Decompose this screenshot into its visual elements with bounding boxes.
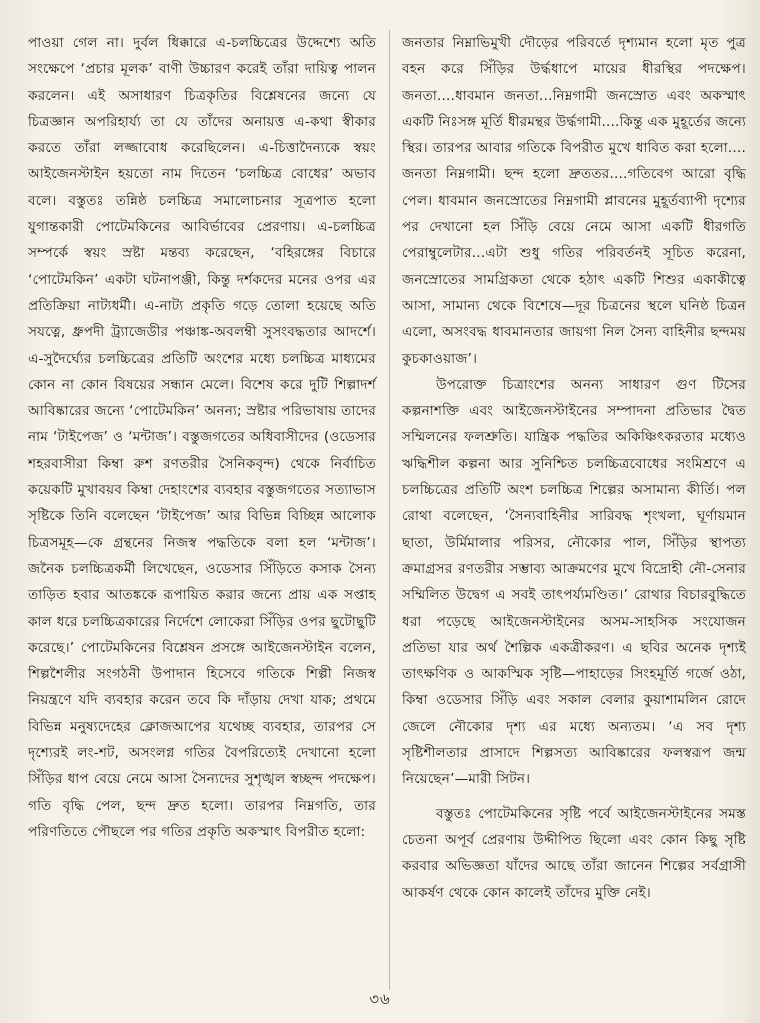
left-column: [28, 30, 376, 845]
column-divider: [389, 30, 390, 990]
right-paragraph-2: উপরোক্ত চিত্রাংশের অনন্য সাধারণ গুণ টিসের কল্পনাশক্তি এবং আইজেনস্টাইনের সম্পাদনা প্রতিভার দ্বৈত সম্মিলনের ফলশ্রুতি। যান্ত্রিক পদ্ধতির অকিঞ্চিৎকরতার মধ্যেও ঋদ্ধিশীল কল্পনা আর সুনিশ্চিত চলচ্চিত্রবোধের সংমিশ্রণে এ চলচ্চিত্রের প্রতিটি অংশ চলচ্চিত্র শিল্পের অসামান্য কীর্তি। পল রোথা বলেছেন, ‘সৈন্যবাহিনীর সারিবদ্ধ শৃংখলা, ঘূর্ণায়মান ছাতা, উর্মিমালার পরিসর, নৌকোর পাল, সিঁড়ির স্থাপত্য ক্রমাগ্রসর রণতরীর সম্ভাব্য আক্রমণের মুখে বিদ্রোহী নৌ-সেনার সম্মিলিত উদ্বেগ এ সবই তাৎপর্য্যমণ্ডিত।’ রোথার বিচারবুদ্ধিতে ধরা পড়েছে আইজেনস্টাইনের অসম-সাহসিক সংযোজন প্রতিভা যার অর্থ শৈল্পিক একত্রীকরণ। এ ছবির অনেক দৃশ্যই তাৎক্ষণিক ও আকস্মিক সৃষ্টি—পাহাড়ের সিংহমূর্তি গর্জে ওঠা, কিম্বা ওডেসার সিঁড়ি এবং সকাল বেলার কুয়াশামলিন রোদে জেলে নৌকোর দৃশ্য এর মধ্যে অন্যতম। ‘এ সব দৃশ্য সৃষ্টিশীলতার প্রাসাদে শিল্পসত্য আবিষ্কারের ফলস্বরূপ জন্ম নিয়েছেন’—মারী সিটন।: [402, 376, 746, 788]
right-column: [402, 30, 746, 906]
page-number: ৩৬: [369, 990, 391, 1008]
left-paragraph-1: পাওয়া গেল না। দুর্বল ধিক্কারে এ-চলচ্চিত্রের উদ্দেশ্যে অতি সংক্ষেপে ‘প্রচার মূলক’ বাণী উচ্চারণ করেই তাঁরা দায়িত্ব পালন করলেন। এই অসাধারণ চিত্রকৃতির বিশ্লেষনের জন্যে যে চিত্রজ্ঞান অপরিহার্য্য তা যে তাঁদের অনায়ত্ত এ-কথা স্বীকার করতে তাঁরা লজ্জাবোধ করেছিলেন। এ-চিত্তাদৈন্যকে স্বয়ং আইজেনস্টাইন হয়তো নাম দিতেন ‘চলচ্চিত্র বোধের’ অভাব বলে। বস্তুতঃ তন্নিষ্ঠ চলচ্চিত্র সমালোচনার সূত্রপাত হলো যুগান্তকারী পোটেমকিনের আবির্ভাবের প্রেরণায়। এ-চলচ্চিত্র সম্পর্কে স্বয়ং স্রষ্টা মন্তব্য করেছেন, ‘বহিরঙ্গের বিচারে ‘পোটেমকিন’ একটা ঘটনাপঞ্জী, কিন্তু দর্শকদের মনের ওপর এর প্রতিক্রিয়া নাট্যধর্মী। এ-নাট্য প্রকৃতি গড়ে তোলা হয়েছে অতি সযত্নে, ধ্রুপদী ট্র্যাজেডীর পঞ্চাঙ্ক-অবলম্বী সুসংবদ্ধতার আদর্শে। এ-সুদৈর্ঘ্যের চলচ্চিত্রের প্রতিটি অংশের মধ্যে চলচ্চিত্র মাধ্যমের কোন না কোন বিষয়ের সন্ধান মেলে। বিশেষ করে দুটি শিল্পাদর্শ আবিষ্কারের জন্যে ‘পোটেমকিন’ অনন্য; স্রষ্টার পরিভাষায় তাদের নাম ‘টাইপেজ’ ও ‘মন্টাজ’। বস্তুজগতের অধিবাসীদের (ওডেসার শহরবাসীরা কিম্বা রুশ রণতরীর সৈনিকবৃন্দ) থেকে নির্বাচিত কয়েকটি মুখাবয়ব কিম্বা দেহাংশের ব্যবহার বস্তুজগতের সত্যাভাস সৃষ্টিকে তিনি বলেছেন ‘টাইপেজ’ আর বিভিন্ন বিচ্ছিন্ন আলোক চিত্রসমূহ—কে গ্রন্থনের নিজস্ব পদ্ধতিকে বলা হল ‘মন্টাজ’। জনৈক চলচ্চিত্রকর্মী লিখেছেন, ওডেসার সিঁড়িতে কসাক সৈন্য তাড়িত হবার আতঙ্ককে রূপায়িত করার জন্যে প্রায় এক সপ্তাহ কাল ধরে চলচ্চিত্রকারের নির্দেশে লোকেরা সিঁড়ির ওপর ছুটোছুটি করেছে।’ পোটেমকিনের বিশ্লেষন প্রসঙ্গে আইজেনস্টাইন বলেন, শিল্পশৈলীর সংগঠনী উপাদান হিসেবে গতিকে শিল্পী নিজস্ব নিয়ন্ত্রণে যদি ব্যবহার করেন তবে কি দাঁড়ায় দেখা যাক; প্রথমে বিভিন্ন মনুষ্যদেহের ক্লোজআপের যথেচ্ছ ব্যবহার, তারপর সে দৃশ্যেরই লং-শট, অসংলগ্ন গতির বৈপরিত্যেই দেখানো হলো সিঁড়ির ধাপ বেয়ে নেমে আসা সৈন্যদের সুশৃঙ্খল স্বচ্ছন্দ পদক্ষেপ। গতি বৃদ্ধি পেল, ছন্দ দ্রুত হলো। তারপর নিম্নগতি, তার পরিণতিতে পৌছলে পর গতির প্রকৃতি অকস্মাৎ বিপরীত হলো:: [28, 35, 376, 840]
right-paragraph-1: জনতার নিম্নাভিমুখী দৌড়ের পরিবর্তে দৃশ্যমান হলো মৃত পুত্র বহন করে সিঁড়ির উর্দ্ধধাপে মায়ের ধীরস্থির পদক্ষেপ। জনতা....ধাবমান জনতা...নিম্নগামী জনস্রোত এবং অকস্মাৎ একটি নিঃসঙ্গ মূর্তি ধীরমন্থর উর্দ্ধগামী....কিন্তু এক মুহূর্তের জন্যে স্থির। তারপর আবার গতিকে বিপরীত মুখে ধাবিত করা হলো.... জনতা নিম্নগামী। ছন্দ হলো দ্রুততর....গতিবেগ আরো বৃদ্ধি পেল। ধাবমান জনস্রোতের নিম্নগামী প্লাবনের মুহূর্তব্যাপী দৃশ্যের পর দেখানো হল সিঁড়ি বেয়ে নেমে আসা একটি ধীরগতি পেরাম্বুলেটার...এটা শুধু গতির পরিবর্তনই সূচিত করেনা, জনস্রোতের সামগ্রিকতা থেকে হঠাৎ একটি শিশুর একাকীত্বে আসা, সামান্য থেকে বিশেষে—দূর চিত্রনের স্থলে ঘনিষ্ঠ চিত্রন এলো, অসংবদ্ধ ধাবমানতার জায়গা নিল সৈন্য বাহিনীর ছন্দময় কুচকাওয়াজ’।: [402, 35, 746, 367]
right-paragraph-3: বস্তুতঃ পোটেমকিনের সৃষ্টি পর্বে আইজেনস্টাইনের সমস্ত চেতনা অপূর্ব প্রেরণায় উদ্দীপিত ছিলো এবং কোন কিছু সৃষ্টি করবার অভিজ্ঞতা যাঁদের আছে তাঁরা জানেন শিল্পের সর্বগ্রাসী আকর্ষণ থেকে কোন কালেই তাঁদের মুক্তি নেই।: [402, 805, 746, 901]
